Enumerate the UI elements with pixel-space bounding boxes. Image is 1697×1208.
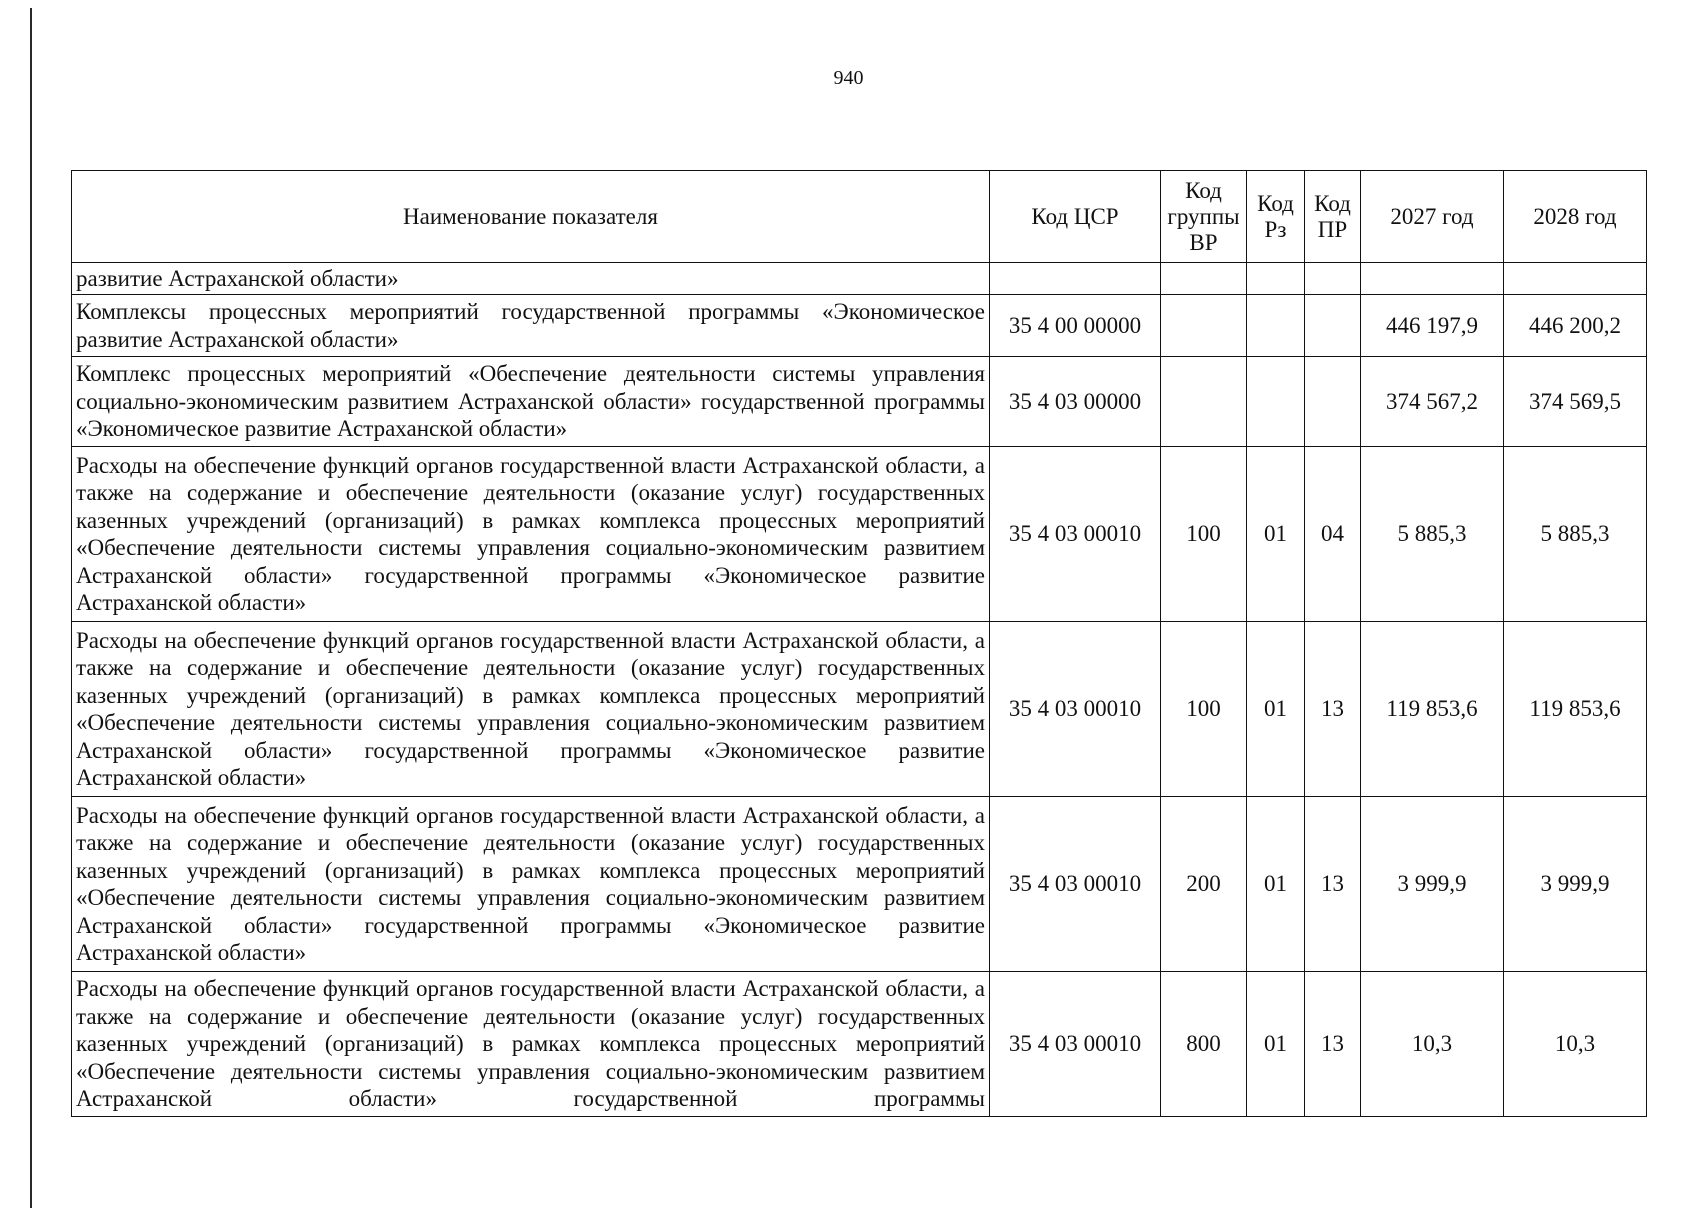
header-year-2028: 2028 год [1504, 171, 1647, 263]
cell-pr-code [1305, 295, 1361, 357]
cell-rz-code: 01 [1247, 447, 1305, 622]
budget-table [71, 170, 1647, 1117]
table-row [72, 972, 1647, 1117]
table-row [72, 263, 1647, 295]
table-row [72, 447, 1647, 622]
cell-csr-code: 35 4 03 00010 [990, 972, 1161, 1117]
cell-rz-code: 01 [1247, 622, 1305, 797]
cell-amount-2027: 5 885,3 [1361, 447, 1504, 622]
cell-pr-code: 13 [1305, 972, 1361, 1117]
table-row [72, 357, 1647, 447]
cell-amount-2027 [1361, 263, 1504, 295]
page-number: 940 [833, 67, 864, 89]
cell-rz-code [1247, 295, 1305, 357]
cell-amount-2028: 5 885,3 [1504, 447, 1647, 622]
cell-pr-code: 13 [1305, 622, 1361, 797]
cell-amount-2028: 10,3 [1504, 972, 1647, 1117]
cell-vr-code: 800 [1161, 972, 1247, 1117]
cell-name: Расходы на обеспечение функций органов государственной власти Астраханской области, а также на содержание и обеспечение деятельности (оказание услуг) государственных казенных учреждений (организаций) в рамках комплекса процессных мероприятий «Обеспечение деятельности системы управления социально-экономическим развитием Астраханской области» государственной программы «Экономическое развитие Астраханской области» [72, 622, 990, 797]
cell-amount-2028: 3 999,9 [1504, 797, 1647, 972]
cell-rz-code: 01 [1247, 797, 1305, 972]
header-vr-code: Код группы ВР [1161, 171, 1247, 263]
header-rz-code: Код Рз [1247, 171, 1305, 263]
cell-vr-code: 200 [1161, 797, 1247, 972]
cell-amount-2027: 3 999,9 [1361, 797, 1504, 972]
cell-rz-code: 01 [1247, 972, 1305, 1117]
header-year-2027: 2027 год [1361, 171, 1504, 263]
cell-csr-code: 35 4 03 00010 [990, 797, 1161, 972]
cell-vr-code [1161, 263, 1247, 295]
header-pr-code: Код ПР [1305, 171, 1361, 263]
cell-csr-code: 35 4 03 00010 [990, 447, 1161, 622]
cell-vr-code: 100 [1161, 447, 1247, 622]
cell-amount-2028: 119 853,6 [1504, 622, 1647, 797]
cell-rz-code [1247, 263, 1305, 295]
table-row [72, 622, 1647, 797]
cell-csr-code: 35 4 00 00000 [990, 295, 1161, 357]
cell-amount-2027: 10,3 [1361, 972, 1504, 1117]
cell-name: Комплексы процессных мероприятий государственной программы «Экономическое развитие Астраханской области» [72, 295, 990, 357]
cell-csr-code: 35 4 03 00000 [990, 357, 1161, 447]
cell-vr-code: 100 [1161, 622, 1247, 797]
table-row [72, 295, 1647, 357]
cell-amount-2027: 374 567,2 [1361, 357, 1504, 447]
cell-csr-code [990, 263, 1161, 295]
binding-margin-line [30, 8, 32, 1208]
header-csr-code: Код ЦСР [990, 171, 1161, 263]
cell-name: Комплекс процессных мероприятий «Обеспечение деятельности системы управления социально-экономическим развитием Астраханской области» государственной программы «Экономическое развитие Астраханской области» [72, 357, 990, 447]
cell-name: Расходы на обеспечение функций органов государственной власти Астраханской области, а также на содержание и обеспечение деятельности (оказание услуг) государственных казенных учреждений (организаций) в рамках комплекса процессных мероприятий «Обеспечение деятельности системы управления социально-экономическим развитием Астраханской области» государственной программы «Экономическое развитие Астраханской области» [72, 447, 990, 622]
cell-pr-code: 13 [1305, 797, 1361, 972]
cell-amount-2027: 446 197,9 [1361, 295, 1504, 357]
cell-name: развитие Астраханской области» [72, 263, 990, 295]
cell-amount-2027: 119 853,6 [1361, 622, 1504, 797]
cell-pr-code: 04 [1305, 447, 1361, 622]
header-name: Наименование показателя [72, 171, 990, 263]
cell-vr-code [1161, 357, 1247, 447]
table-header-row [72, 171, 1647, 263]
cell-vr-code [1161, 295, 1247, 357]
cell-amount-2028: 446 200,2 [1504, 295, 1647, 357]
cell-rz-code [1247, 357, 1305, 447]
cell-name: Расходы на обеспечение функций органов государственной власти Астраханской области, а также на содержание и обеспечение деятельности (оказание услуг) государственных казенных учреждений (организаций) в рамках комплекса процессных мероприятий «Обеспечение деятельности системы управления социально-экономическим развитием Астраханской области» государственной программы [72, 972, 990, 1117]
table-row [72, 797, 1647, 972]
cell-amount-2028 [1504, 263, 1647, 295]
cell-name: Расходы на обеспечение функций органов государственной власти Астраханской области, а также на содержание и обеспечение деятельности (оказание услуг) государственных казенных учреждений (организаций) в рамках комплекса процессных мероприятий «Обеспечение деятельности системы управления социально-экономическим развитием Астраханской области» государственной программы «Экономическое развитие Астраханской области» [72, 797, 990, 972]
cell-pr-code [1305, 263, 1361, 295]
cell-amount-2028: 374 569,5 [1504, 357, 1647, 447]
cell-csr-code: 35 4 03 00010 [990, 622, 1161, 797]
cell-pr-code [1305, 357, 1361, 447]
